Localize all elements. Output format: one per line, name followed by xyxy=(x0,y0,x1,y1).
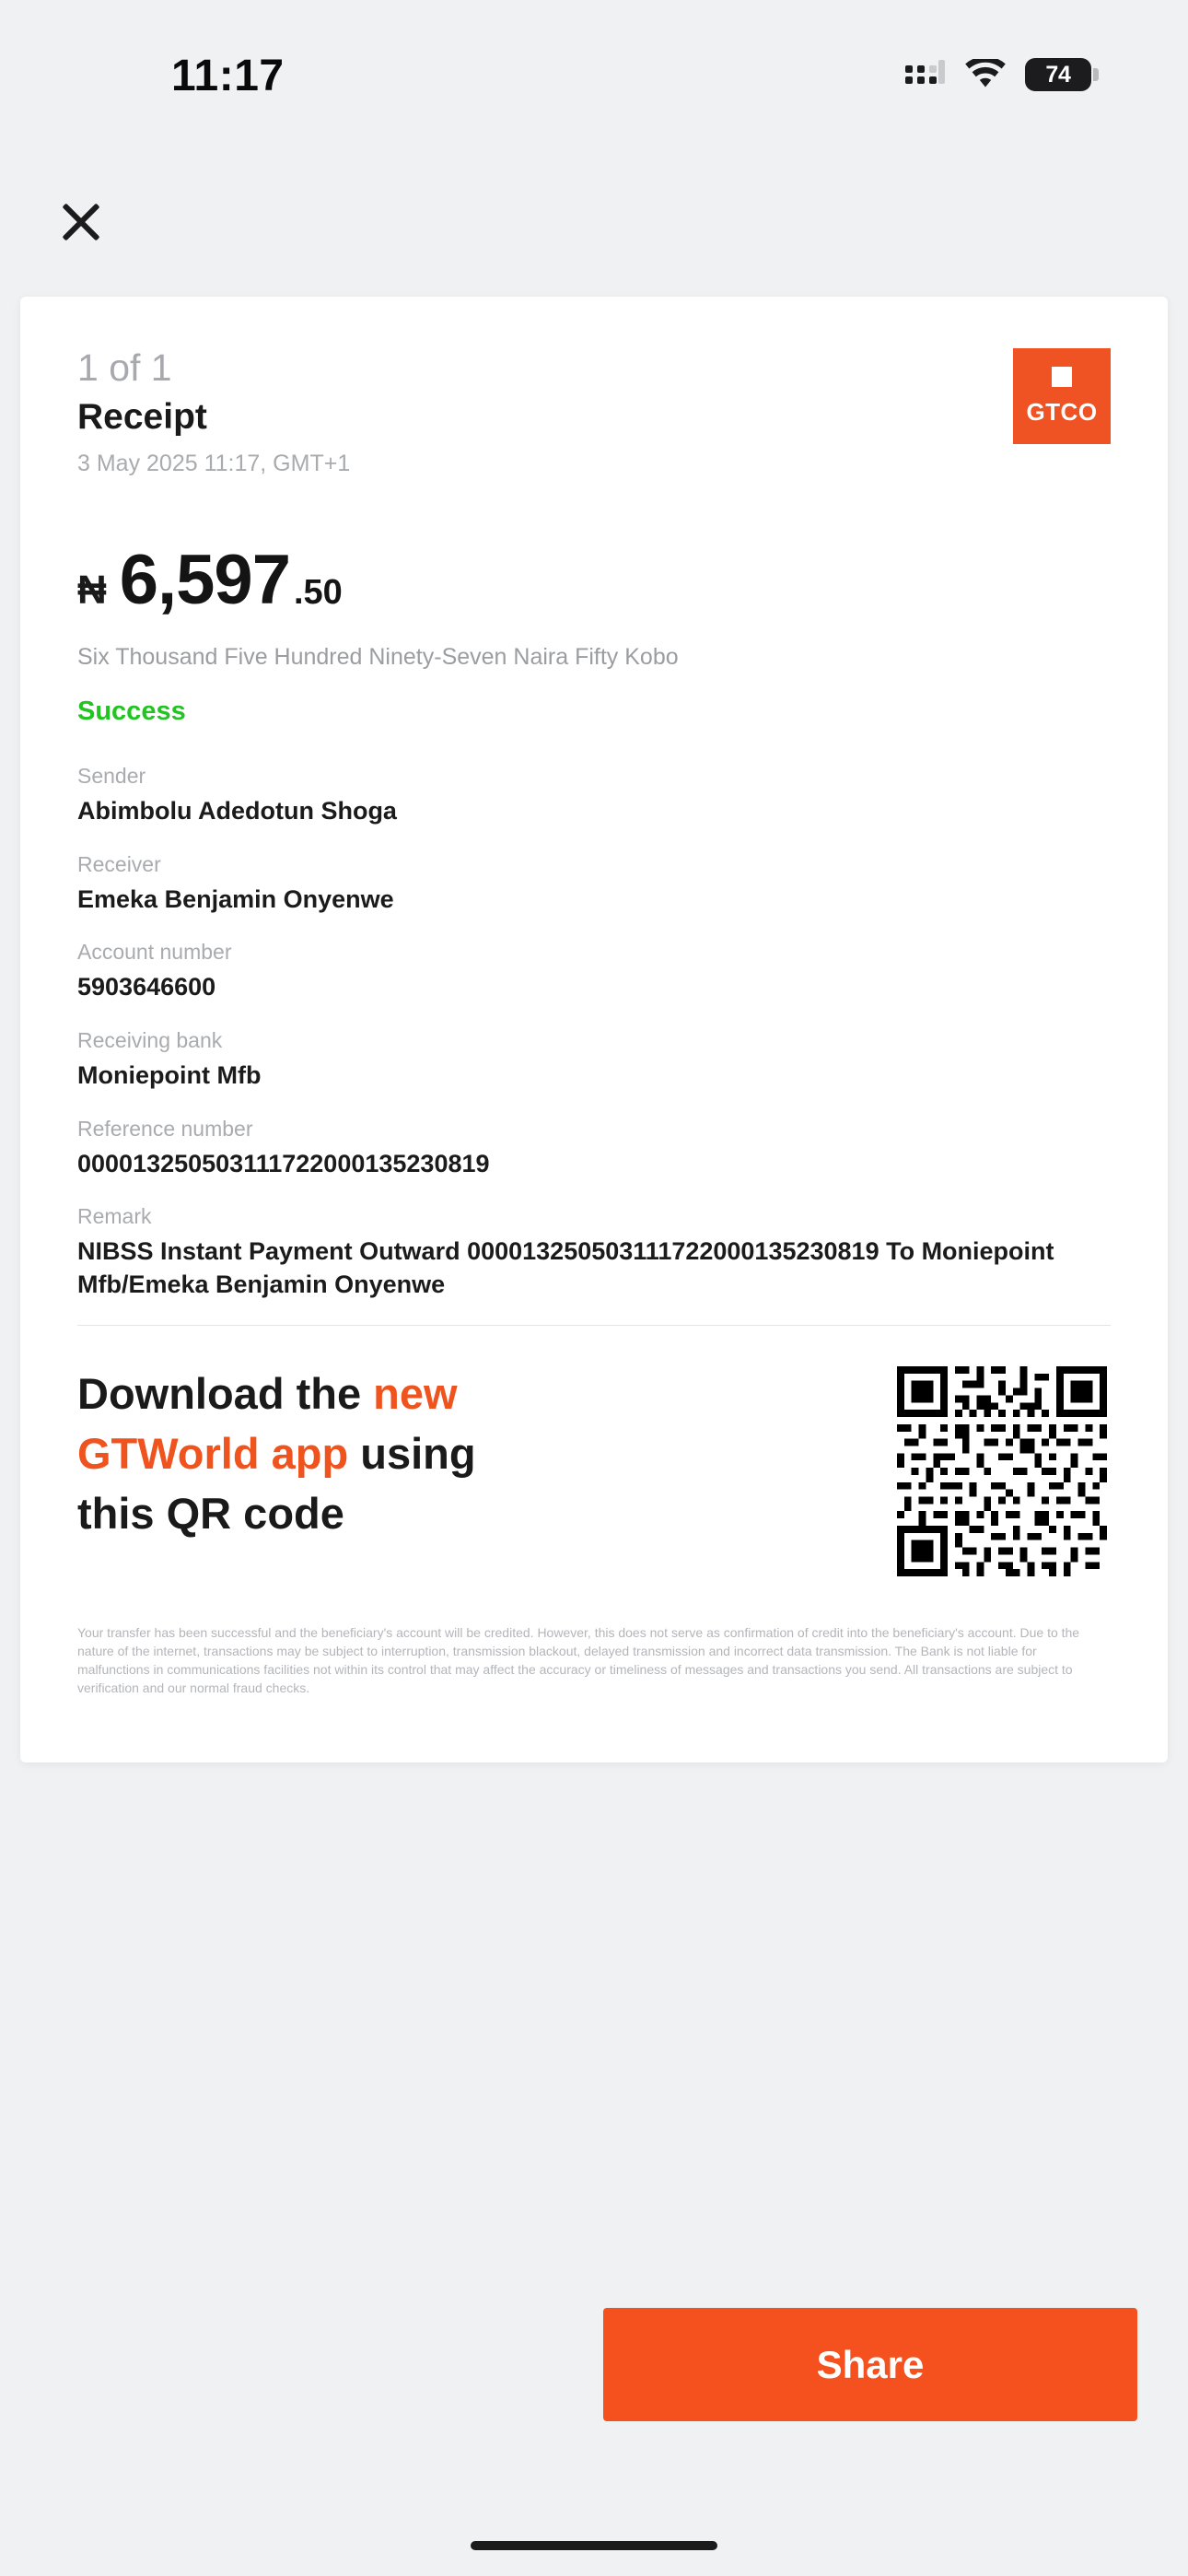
field-label: Sender xyxy=(77,764,146,788)
amount-decimal: .50 xyxy=(293,573,343,612)
receipt-fields xyxy=(77,764,1111,1301)
amount-main: 6,597 xyxy=(119,541,290,619)
status-badge: Success xyxy=(77,697,186,726)
cellular-bars-icon xyxy=(905,60,946,89)
gtco-square-icon xyxy=(1052,367,1072,387)
field-value: 5903646600 xyxy=(77,973,216,1001)
amount-row xyxy=(77,540,1111,620)
status-bar-indicators xyxy=(905,53,1091,96)
promo-line3: this QR code xyxy=(77,1489,344,1539)
gtco-logo xyxy=(1013,348,1111,444)
share-button[interactable] xyxy=(603,2308,1137,2421)
field-remark xyxy=(77,1204,1111,1301)
field-value: 000013250503111722000135230819 xyxy=(77,1149,490,1177)
battery-level-label: 74 xyxy=(1045,61,1071,88)
promo-line2-suffix: using xyxy=(348,1429,476,1479)
field-receiving-bank xyxy=(77,1028,1111,1093)
promo-section xyxy=(77,1364,1111,1595)
field-sender xyxy=(77,764,1111,828)
field-label: Reference number xyxy=(77,1116,253,1141)
field-label: Receiver xyxy=(77,851,161,876)
field-account-number xyxy=(77,940,1111,1004)
page-count-label: 1 of 1 xyxy=(77,346,172,389)
qr-code-icon xyxy=(897,1366,1107,1576)
receipt-date: 3 May 2025 11:17, GMT+1 xyxy=(77,451,351,476)
promo-text xyxy=(77,1364,777,1544)
promo-line1-accent: new xyxy=(373,1369,458,1419)
page-title: Receipt xyxy=(77,397,207,437)
field-value: Moniepoint Mfb xyxy=(77,1060,262,1089)
section-divider xyxy=(77,1325,1111,1326)
field-value: Abimbolu Adedotun Shoga xyxy=(77,797,397,825)
receipt-card xyxy=(20,297,1168,1762)
field-value: NIBSS Instant Payment Outward 000013250503111722000135230819 To Moniepoint Mfb/Emeka Benjamin Onyenwe xyxy=(77,1237,1054,1298)
promo-line2-accent: GTWorld app xyxy=(77,1429,349,1479)
field-label: Remark xyxy=(77,1204,152,1229)
gtco-logo-label: GTCO xyxy=(1026,397,1098,426)
battery-icon xyxy=(1025,58,1091,91)
field-label: Account number xyxy=(77,940,232,965)
share-button-label: Share xyxy=(816,2342,925,2386)
disclaimer-text: Your transfer has been successful and the beneficiary's account will be credited. However, this does not serve as confirmation of credit into the beneficiary's account. Due to the nature of the internet, transactions may be subject to interruption, transmission blackout, delayed transmission and incorrect data transmission. The Bank is not liable for malfunctions in communications facilities not within its control that may affect the accuracy or timeliness of messages and transactions you send. All transactions are subject to verification and our normal fraud checks. xyxy=(77,1625,1080,1695)
amount-in-words: Six Thousand Five Hundred Ninety-Seven Naira Fifty Kobo xyxy=(77,644,679,670)
promo-line1-prefix: Download the xyxy=(77,1369,374,1419)
close-icon[interactable] xyxy=(52,192,111,251)
status-bar xyxy=(0,0,1188,138)
home-indicator[interactable] xyxy=(471,2541,717,2550)
status-bar-time: 11:17 xyxy=(171,52,285,100)
currency-symbol: ₦ xyxy=(77,568,107,613)
field-receiver xyxy=(77,852,1111,917)
field-value: Emeka Benjamin Onyenwe xyxy=(77,884,394,913)
field-reference-number xyxy=(77,1117,1111,1181)
wifi-icon xyxy=(964,59,1007,90)
field-label: Receiving bank xyxy=(77,1027,223,1052)
